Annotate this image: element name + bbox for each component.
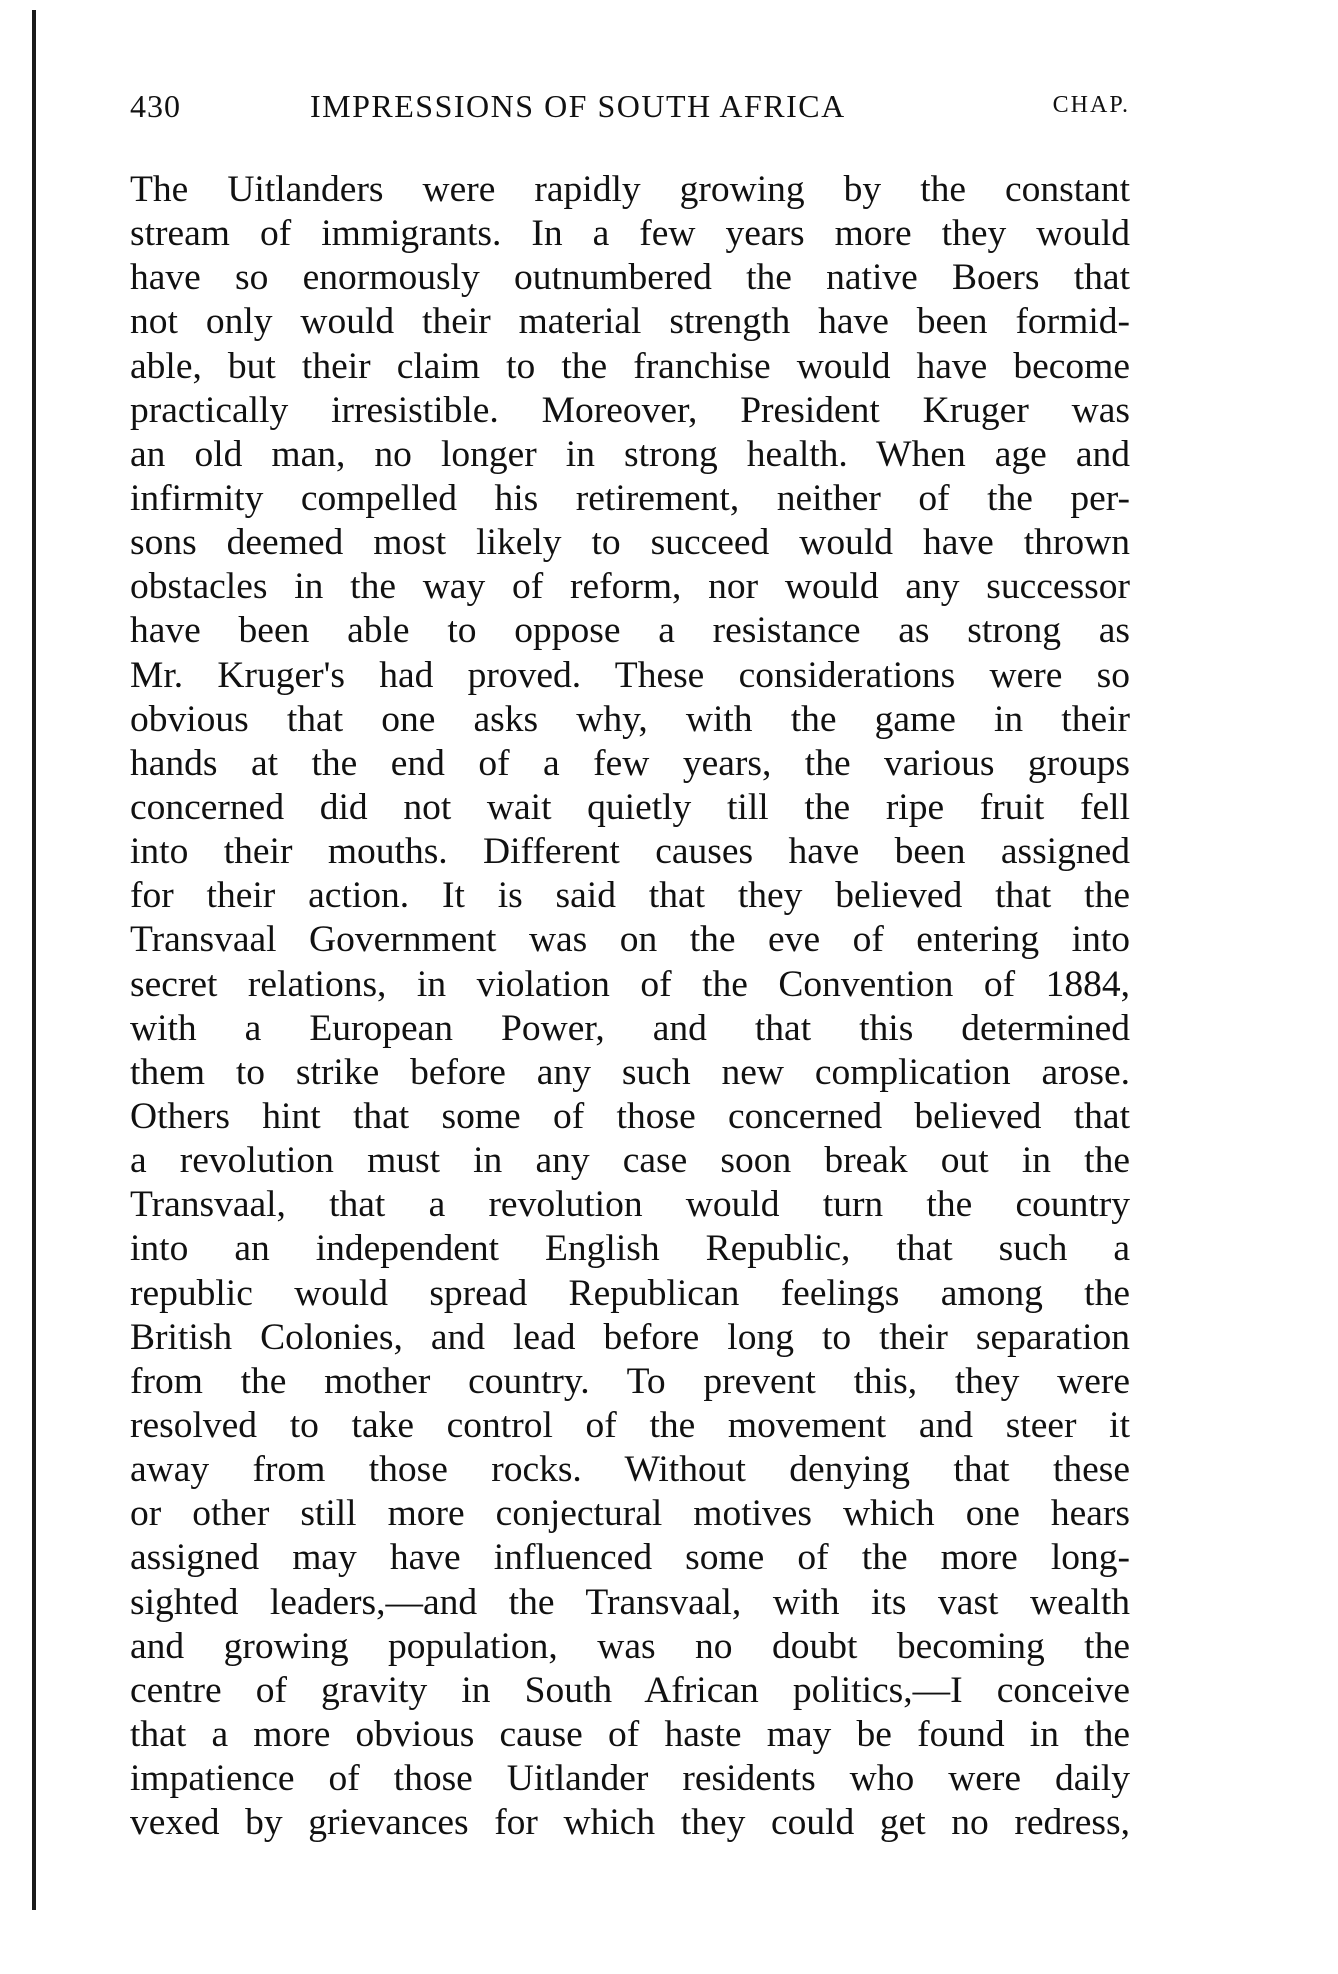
text-line: from the mother country. To prevent this, they were: [130, 1360, 1130, 1402]
text-line: have so enormously outnumbered the native Boers that: [130, 257, 1130, 299]
text-line: that a more obvious cause of haste may be found in the: [130, 1713, 1130, 1755]
text-line: and growing population, was no doubt becoming the: [130, 1625, 1130, 1667]
page-gutter-line: [32, 10, 36, 1910]
text-line: obvious that one asks why, with the game in their: [130, 698, 1130, 740]
text-line: secret relations, in violation of the Convention of 1884,: [130, 963, 1130, 1005]
text-line: or other still more conjectural motives which one hears: [130, 1493, 1130, 1535]
page-number: 430: [130, 88, 181, 124]
text-line: an old man, no longer in strong health. When age and: [130, 433, 1130, 475]
text-line: infirmity compelled his retirement, neither of the per-: [130, 477, 1130, 519]
text-line: republic would spread Republican feelings among the: [130, 1272, 1130, 1314]
chapter-label: CHAP.: [1052, 92, 1130, 118]
body-text: [130, 168, 1130, 1845]
text-line: The Uitlanders were rapidly growing by the constant: [130, 169, 1130, 210]
text-line: impatience of those Uitlander residents who were daily: [130, 1758, 1130, 1800]
text-line: centre of gravity in South African politics,—I conceive: [130, 1669, 1130, 1711]
text-line: have been able to oppose a resistance as strong as: [130, 610, 1130, 652]
running-header: [130, 88, 1130, 138]
text-line: Mr. Kruger's had proved. These considerations were so: [130, 654, 1130, 696]
text-line: Transvaal, that a revolution would turn the country: [130, 1184, 1130, 1226]
text-line: British Colonies, and lead before long to their separation: [130, 1316, 1130, 1358]
text-line: able, but their claim to the franchise would have become: [130, 345, 1130, 387]
text-line: sighted leaders,—and the Transvaal, with its vast wealth: [130, 1581, 1130, 1623]
text-line: them to strike before any such new complication arose.: [130, 1051, 1130, 1093]
text-line: a revolution must in any case soon break out in the: [130, 1140, 1130, 1182]
text-line: for their action. It is said that they believed that the: [130, 875, 1130, 917]
text-line: into an independent English Republic, that such a: [130, 1228, 1130, 1270]
text-line: into their mouths. Different causes have been assigned: [130, 831, 1130, 873]
text-line: vexed by grievances for which they could get no redress,: [130, 1802, 1130, 1844]
text-line: not only would their material strength have been formid-: [130, 301, 1130, 343]
text-line: hands at the end of a few years, the various groups: [130, 742, 1130, 784]
text-line: with a European Power, and that this determined: [130, 1007, 1130, 1049]
text-line: Others hint that some of those concerned believed that: [130, 1095, 1130, 1137]
text-line: assigned may have influenced some of the more long-: [130, 1537, 1130, 1579]
text-line: resolved to take control of the movement and steer it: [130, 1404, 1130, 1446]
text-line: Transvaal Government was on the eve of entering into: [130, 919, 1130, 961]
text-line: obstacles in the way of reform, nor would any successor: [130, 566, 1130, 608]
text-line: stream of immigrants. In a few years more they would: [130, 213, 1130, 255]
text-line: concerned did not wait quietly till the ripe fruit fell: [130, 786, 1130, 828]
running-title: IMPRESSIONS OF SOUTH AFRICA: [310, 88, 846, 124]
text-line: away from those rocks. Without denying that these: [130, 1449, 1130, 1491]
text-line: practically irresistible. Moreover, President Kruger was: [130, 389, 1130, 431]
text-line: sons deemed most likely to succeed would have thrown: [130, 522, 1130, 564]
